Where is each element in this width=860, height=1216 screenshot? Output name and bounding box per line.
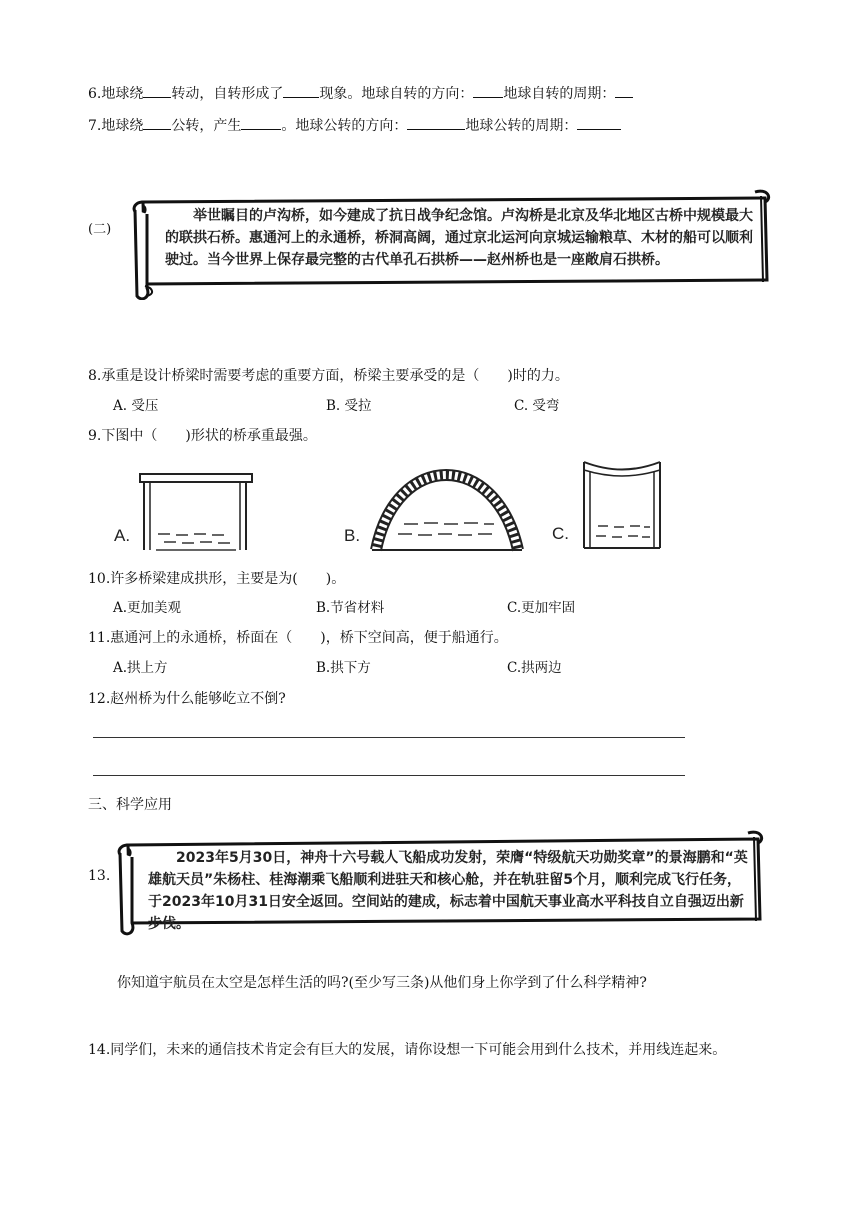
figure-c-label: C. — [552, 524, 569, 543]
q6-text-d: 地球自转的周期： — [503, 86, 616, 102]
question-8-stem: 8.承重是设计桥梁时需要考虑的重要方面，桥梁主要承受的是（ )时的力。 — [88, 368, 569, 384]
q6-text-c: 现象。地球自转的方向： — [319, 86, 474, 102]
section-2-label: (二) — [88, 222, 112, 237]
question-12-stem: 12.赵州桥为什么能够屹立不倒? — [88, 691, 286, 707]
bridge-figure-b[interactable] — [342, 462, 524, 554]
blank[interactable] — [577, 115, 621, 130]
blank[interactable] — [143, 115, 171, 130]
q10-option-a[interactable]: A.更加美观 — [113, 600, 182, 616]
answer-line-1[interactable] — [93, 737, 685, 738]
section-3-title: 三、科学应用 — [88, 797, 172, 813]
q7-text-c: 。地球公转的方向： — [281, 118, 408, 134]
q8-option-b[interactable]: B. 受拉 — [326, 398, 372, 414]
q6-text-b: 转动，自转形成了 — [171, 86, 284, 102]
q7-text-a: 7.地球绕 — [88, 118, 144, 134]
bridge-figure-c[interactable] — [550, 456, 666, 554]
question-7 — [88, 115, 621, 136]
q8-option-a[interactable]: A. 受压 — [113, 398, 159, 414]
bridge-figure-a[interactable] — [108, 458, 258, 554]
scroll-passage-text: 举世瞩目的卢沟桥，如今建成了抗日战争纪念馆。卢沟桥是北京及华北地区古桥中规模最大的联拱石桥。惠通河上的永通桥，桥洞高阔，通过京北运河向京城运输粮草、木材的船可以顺利驶过。当今世界上保存最完整的古代单孔石拱桥——赵州桥也是一座敞肩石拱桥。 — [165, 208, 753, 268]
question-10-stem: 10.许多桥梁建成拱形，主要是为( )。 — [88, 571, 346, 587]
figure-b-label: B. — [344, 526, 361, 545]
question-14-stem: 14.同学们，未来的通信技术肯定会有巨大的发展，请你设想一下可能会用到什么技术，并用线连起来。 — [88, 1042, 727, 1058]
question-9-stem: 9.下图中（ )形状的桥承重最强。 — [88, 428, 317, 444]
q10-option-c[interactable]: C.更加牢固 — [507, 600, 576, 616]
figure-a-label: A. — [114, 526, 131, 545]
q11-option-b[interactable]: B.拱下方 — [316, 660, 371, 676]
blank[interactable] — [615, 83, 633, 98]
answer-line-2[interactable] — [93, 775, 685, 776]
blank[interactable] — [407, 115, 465, 130]
blank[interactable] — [283, 83, 319, 98]
q11-option-a[interactable]: A.拱上方 — [113, 660, 168, 676]
question-11-stem: 11.惠通河上的永通桥，桥面在（ )，桥下空间高，便于船通行。 — [88, 630, 508, 646]
q7-text-b: 公转，产生 — [171, 118, 242, 134]
scroll-passage-space — [112, 827, 772, 939]
q11-option-c[interactable]: C.拱两边 — [507, 660, 562, 676]
q10-option-b[interactable]: B.节省材料 — [316, 600, 385, 616]
blank[interactable] — [143, 83, 171, 98]
scroll-passage-bridges — [125, 188, 771, 300]
q8-option-c[interactable]: C. 受弯 — [514, 398, 560, 414]
question-13-prompt: 你知道宇航员在太空是怎样生活的吗?(至少写三条)从他们身上你学到了什么科学精神? — [117, 975, 647, 991]
blank[interactable] — [241, 115, 281, 130]
scroll-space-text: 2023年5月30日，神舟十六号载人飞船成功发射，荣膺“特级航天功勋奖章”的景海鹏和“英雄航天员”朱杨柱、桂海潮乘飞船顺利进驻天和核心舱，并在轨驻留5个月，顺利完成飞行任务，于2023年10月31日安全返回。空间站的建成，标志着中国航天事业高水平科技自立自强迈出新步伐。 — [148, 850, 748, 932]
q6-text-a: 6.地球绕 — [88, 86, 144, 102]
blank[interactable] — [473, 83, 503, 98]
question-13-number: 13. — [88, 868, 111, 884]
q7-text-d: 地球公转的周期： — [465, 118, 578, 134]
question-6 — [88, 83, 633, 104]
